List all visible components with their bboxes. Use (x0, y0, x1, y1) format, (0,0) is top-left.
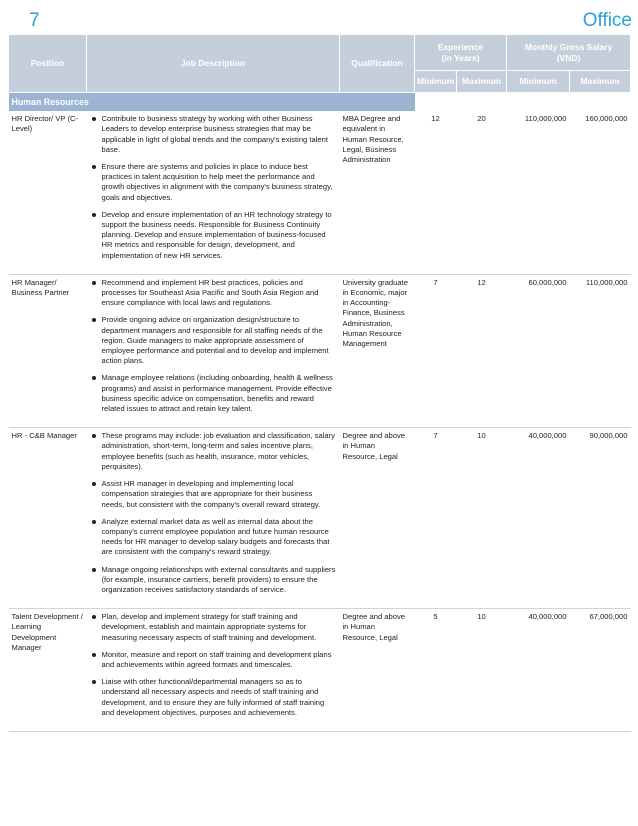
experience-min-cell: 5 (415, 609, 457, 732)
salary-max-cell: 90,000,000 (570, 428, 631, 609)
header-exp-minimum: Minimum (415, 71, 457, 93)
job-description-cell (87, 274, 340, 427)
qualification-cell: Degree and above in Human Resource, Legal (340, 428, 415, 609)
position-cell: HR Director/ VP (C-Level) (9, 111, 87, 274)
header-position: Position (9, 35, 87, 93)
experience-min-cell: 12 (415, 111, 457, 274)
experience-min-cell: 7 (415, 274, 457, 427)
salary-min-cell: 40,000,000 (507, 428, 570, 609)
position-cell: HR - C&B Manager (9, 428, 87, 609)
duty-item: Provide ongoing advice on organization design/structure to department managers and responsible for all staffing needs of the region. Guide managers to make appropriate assessment of employee performance and potential and to develop and implement action plans. (102, 315, 337, 366)
experience-max-cell: 12 (457, 274, 507, 427)
duty-item: Recommend and implement HR best practices, policies and processes for Southeast Asia Pacific and South Asia Region and ensure compliance with local laws and regulations. (102, 278, 337, 309)
table-row (9, 274, 631, 427)
experience-max-cell: 10 (457, 609, 507, 732)
table-row (9, 428, 631, 609)
job-description-cell (87, 111, 340, 274)
header-exp-maximum: Maximum (457, 71, 507, 93)
salary-min-cell: 110,000,000 (507, 111, 570, 274)
salary-min-cell: 60,000,000 (507, 274, 570, 427)
duty-item: Manage ongoing relationships with external consultants and suppliers (for example, insurance carriers, benefit providers) to ensure the organization receives satisfactory standards of service. (101, 564, 336, 594)
duty-item: Contribute to business strategy by working with other Business Leaders to develop enterprise business strategies that may be applicable in light of global trends and the company's existing talent base. (102, 114, 337, 155)
header-salary-maximum: Maximum (570, 71, 631, 93)
duty-list (90, 114, 337, 261)
page-number: 7 (29, 10, 40, 31)
qualification-cell: University graduate in Economic, major in Accounting-Finance, Business Administration, Human Resource Management (340, 274, 415, 427)
experience-max-cell: 10 (457, 428, 507, 609)
job-description-cell (87, 428, 340, 609)
department-row (9, 93, 631, 112)
qualification-cell: Degree and above in Human Resource, Legal (340, 609, 415, 732)
salary-max-cell: 160,000,000 (570, 111, 631, 274)
header-salary-unit: (VND) (556, 52, 581, 63)
position-cell: HR Manager/ Business Partner (9, 274, 87, 427)
header-qualification: Qualification (340, 35, 415, 93)
duty-item: Assist HR manager in developing and implementing local compensation strategies that are appropriate for their business needs, but consistent with the company's overall reward strategy. (102, 479, 337, 510)
duty-item: Develop and ensure implementation of an HR technology strategy to support the business needs. Responsible for Business Continuity planning. Develop and ensure implementation of business-focused HR metrics and responsible for design, development, and implementation of new HR services. (102, 210, 337, 261)
header-salary-minimum: Minimum (507, 71, 570, 93)
header-job-description: Job Description (87, 35, 340, 93)
table-row (9, 111, 631, 274)
duty-item: Liaise with other functional/departmental managers so as to understand all necessary aspects and needs of staff training and development, and to ensure they are fully informed of staff training and development objectives, purposes and achievements. (102, 677, 337, 718)
duty-list (90, 278, 337, 414)
header-experience-label: Experience (437, 41, 484, 52)
header-salary-label: Monthly Gross Salary (524, 41, 613, 52)
duty-list (90, 431, 337, 595)
duty-item: Monitor, measure and report on staff training and development plans and achievements within agreed formats and timescales. (102, 650, 337, 670)
header-salary (507, 35, 631, 71)
table-row (9, 609, 631, 732)
department-name: Human Resources (9, 93, 415, 112)
position-cell: Talent Development / Learning Development Manager (9, 609, 87, 732)
duty-item: These programs may include: job evaluation and classification, salary administration, short-term, long-term and sales incentive plans, employee benefits (such as health, insurance, motor vehicles, perquisites). (101, 431, 335, 471)
salary-max-cell: 67,000,000 (570, 609, 631, 732)
qualification-cell: MBA Degree and equivalent in Human Resource, Legal, Business Administration (340, 111, 415, 274)
duty-list (90, 612, 337, 718)
section-title: Office (582, 10, 632, 31)
duty-item: Ensure there are systems and policies in place to induce best practices in talent acquisition to help meet the performance and growth objectives in alignment with the company's business strategy, goals and objectives. (102, 162, 337, 203)
duty-item: Plan, develop and implement strategy for staff training and development, establish and maintain appropriate systems for measuring necessary aspects of staff training and development. (102, 612, 337, 643)
salary-table (8, 34, 631, 732)
experience-max-cell: 20 (457, 111, 507, 274)
header-experience (415, 35, 507, 71)
duty-item: Manage employee relations (including onboarding, health & wellness programs) and assist in performance management. Provide effective business specific advice on compensation, benefits and reward related issues to attract and retain key talent. (102, 373, 337, 414)
duty-item: Analyze external market data as well as internal data about the company's current employee population and future human resource needs for HR manager to develop salary budgets and forecasts that are consistent with the company's reward strategy. (102, 517, 337, 558)
salary-min-cell: 40,000,000 (507, 609, 570, 732)
salary-max-cell: 110,000,000 (570, 274, 631, 427)
header-experience-unit: (in Years) (441, 52, 480, 63)
experience-min-cell: 7 (415, 428, 457, 609)
job-description-cell (87, 609, 340, 732)
